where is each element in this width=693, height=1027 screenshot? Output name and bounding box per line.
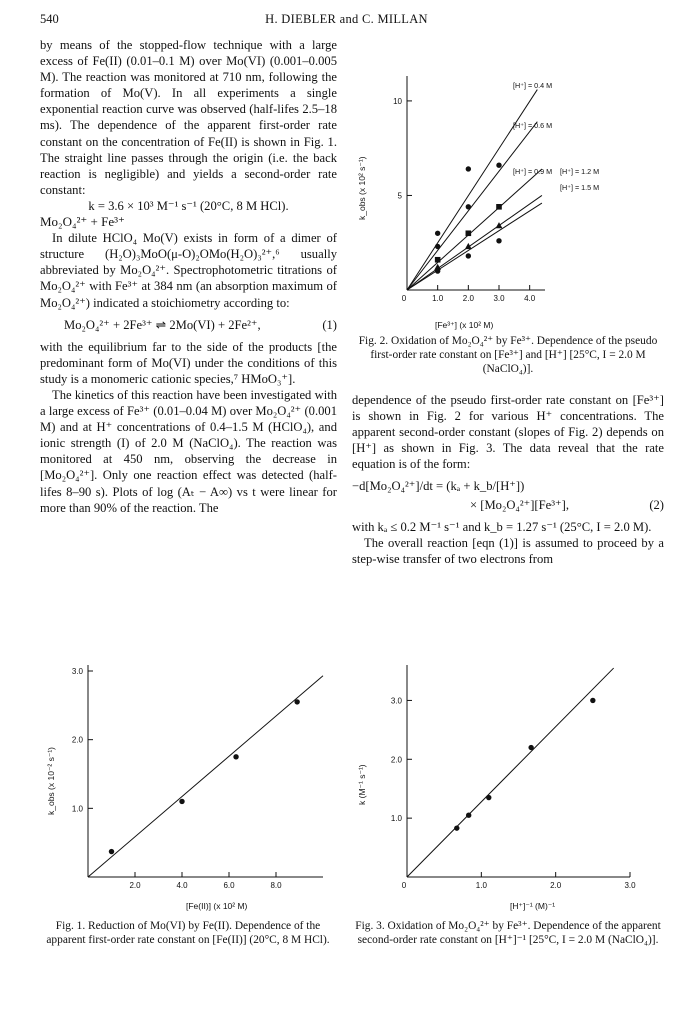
data-point <box>496 204 502 210</box>
x-tick-label: 2.0 <box>129 881 141 890</box>
fit-line <box>407 203 542 290</box>
data-point <box>466 166 471 171</box>
data-point <box>179 799 184 804</box>
equation-1-number: (1) <box>322 317 337 332</box>
fig1-x-axis-label: [Fe(II)] (x 10² M) <box>186 901 248 911</box>
series-label: [H⁺] = 0.4 M <box>513 81 553 90</box>
figure-1-chart <box>40 655 340 917</box>
data-point <box>528 745 533 750</box>
data-point <box>466 204 471 209</box>
right-column <box>352 392 664 567</box>
series-label: [H⁺] = 1.5 M <box>560 183 600 192</box>
data-point <box>466 253 471 258</box>
paragraph: with the equilibrium far to the side of the products [the predominant form of Mo(VI) under the conditions of this study is a monomeric cationic species,⁷ HMoO₃⁺]. <box>40 339 337 386</box>
data-point <box>496 163 501 168</box>
paragraph: The kinetics of this reaction have been investigated with a large excess of Fe³⁺ (0.01–0.04 M) over Mo₂O₄²⁺ (0.001 M) and at H⁺ concentrations of 0.4–1.5 M (HClO₄), and ionic strength (I) of 2.0 M (NaClO₄). The reaction was monitored at 450 nm, observing the decrease in [Mo₂O₄²⁺]. Only one reaction effect was detected (half-lifes 8–90 s). Plots of log (Aₜ − A∞) vs t were linear for more than 90% of the reaction. The <box>40 387 337 515</box>
rate-constant-formula: k = 3.6 × 10³ M⁻¹ s⁻¹ (20°C, 8 M HCl). <box>88 198 289 213</box>
x-tick-label: 1.0 <box>475 881 487 890</box>
x-tick-label: 2.0 <box>462 294 474 303</box>
data-point <box>496 222 503 228</box>
data-point <box>435 268 440 273</box>
fit-line <box>407 90 537 290</box>
origin-label: 0 <box>401 294 407 303</box>
fig1-y-axis-label: k_obs (x 10⁻² s⁻¹) <box>46 746 56 815</box>
data-point <box>465 243 472 249</box>
page-number: 540 <box>40 12 59 26</box>
data-point <box>454 825 459 830</box>
x-tick-label: 4.0 <box>176 881 188 890</box>
paragraph: dependence of the pseudo first-order rate constant on [Fe³⁺] is shown in Fig. 2 for various H⁺ concentrations. The apparent second-order constant (slopes of Fig. 2) depends on [H⁺] as shown in Fig. 3. The data reveal that the rate equation is of the form: <box>352 393 664 472</box>
fig3-y-axis-label: k (M⁻¹ s⁻¹) <box>357 764 367 805</box>
fig2-x-axis-label: [Fe³⁺] (x 10² M) <box>435 320 494 330</box>
y-tick-label: 2.0 <box>71 735 83 745</box>
series-label: [H⁺] = 1.2 M <box>560 167 600 176</box>
fig2-y-axis-label: k_obs (x 10² s⁻¹) <box>357 156 367 220</box>
left-column <box>40 37 337 516</box>
figure-2-chart <box>355 60 665 332</box>
paragraph: by means of the stopped-flow technique with a large excess of Fe(II) (0.01–0.1 M) over Mo(VI) (0.001–0.005 M). The reaction was monitored at 710 nm, following the formation of Mo(V). In all experiments a single exponential reaction curve was observed (half-lifes 2.5–18 ms). The dependence of the apparent first-order rate constant on the concentration of Fe(II) is shown in Fig. 1. The straight line passes through the origin (i.e. the back reaction is negligible) and yields a second-order rate constant: <box>40 38 337 197</box>
origin-label: 0 <box>401 881 407 890</box>
fit-line <box>407 195 542 290</box>
x-tick-label: 4.0 <box>524 294 536 303</box>
equation-2 <box>352 497 664 513</box>
x-tick-label: 3.0 <box>624 881 636 890</box>
x-tick-label: 2.0 <box>550 881 562 890</box>
data-point <box>496 238 501 243</box>
equation-2-number: (2) <box>649 497 664 512</box>
y-tick-label: 2.0 <box>390 755 402 765</box>
y-tick-label: 3.0 <box>390 696 402 706</box>
figure-1-caption: Fig. 1. Reduction of Mo(VI) by Fe(II). Dependence of the apparent first-order rate constant on [Fe(II)] (20°C, 8 M HCl). <box>46 920 330 947</box>
data-point <box>466 813 471 818</box>
series-label: [H⁺] = 0.6 M <box>513 121 553 130</box>
data-point <box>486 795 491 800</box>
x-tick-label: 1.0 <box>432 294 444 303</box>
fig3-x-axis-label: [H⁺]⁻¹ (M)⁻¹ <box>510 901 556 911</box>
y-tick-label: 1.0 <box>71 804 83 814</box>
x-tick-label: 8.0 <box>270 881 282 890</box>
x-tick-label: 6.0 <box>223 881 235 890</box>
paragraph: with kₐ ≤ 0.2 M⁻¹ s⁻¹ and k_b = 1.27 s⁻¹ (25°C, I = 2.0 M). <box>352 519 652 534</box>
fit-line <box>407 668 614 877</box>
data-point <box>109 849 114 854</box>
fit-line <box>407 122 537 290</box>
data-point <box>294 699 299 704</box>
x-tick-label: 3.0 <box>493 294 505 303</box>
data-point <box>590 698 595 703</box>
paragraph: The overall reaction [eqn (1)] is assumed to proceed by a step-wise transfer of two electrons from <box>352 535 664 566</box>
equation-1 <box>40 317 337 333</box>
running-title: H. DIEBLER and C. MILLAN <box>265 12 428 26</box>
series-label: [H⁺] = 0.9 M <box>513 167 553 176</box>
paragraph: In dilute HClO₄ Mo(V) exists in form of a dimer of structure (H₂O)₃MoO(μ-O)₂OMo(H₂O)₃²⁺,⁶ usually abbreviated by Mo₂O₄²⁺. Spectrophotometric titrations of Mo₂O₄²⁺ with Fe³⁺ at 384 nm (an absorption maximum of Mo₂O₄²⁺) indicated a stoichiometry according to: <box>40 231 337 310</box>
data-point <box>466 230 472 236</box>
section-heading: Mo₂O₄²⁺ + Fe³⁺ <box>40 214 125 230</box>
data-point <box>435 257 441 263</box>
data-point <box>435 244 440 249</box>
figure-3-caption: Fig. 3. Oxidation of Mo₂O₄²⁺ by Fe³⁺. Dependence of the apparent second-order rate constant on [H⁺]⁻¹ [25°C, I = 2.0 M (NaClO₄)]. <box>355 920 661 947</box>
data-point <box>435 231 440 236</box>
y-tick-label: 10 <box>393 96 402 106</box>
figure-2-caption: Fig. 2. Oxidation of Mo₂O₄²⁺ by Fe³⁺. Dependence of the pseudo first-order rate constant on [Fe³⁺] and [H⁺] [25°C, I = 2.0 M (NaClO₄)]. <box>358 335 658 376</box>
y-tick-label: 5 <box>397 191 402 201</box>
y-tick-label: 1.0 <box>390 814 402 824</box>
equation-2-line-1: −d[Mo₂O₄²⁺]/dt = (kₐ + k_b/[H⁺]) <box>352 479 525 494</box>
figure-3-chart <box>355 655 665 917</box>
data-point <box>233 754 238 759</box>
equation-1-text: Mo₂O₄²⁺ + 2Fe³⁺ ⇌ 2Mo(VI) + 2Fe²⁺, <box>64 317 261 332</box>
y-tick-label: 3.0 <box>71 667 83 676</box>
fit-line <box>88 676 323 877</box>
equation-2-line-2: × [Mo₂O₄²⁺][Fe³⁺], <box>470 497 569 512</box>
